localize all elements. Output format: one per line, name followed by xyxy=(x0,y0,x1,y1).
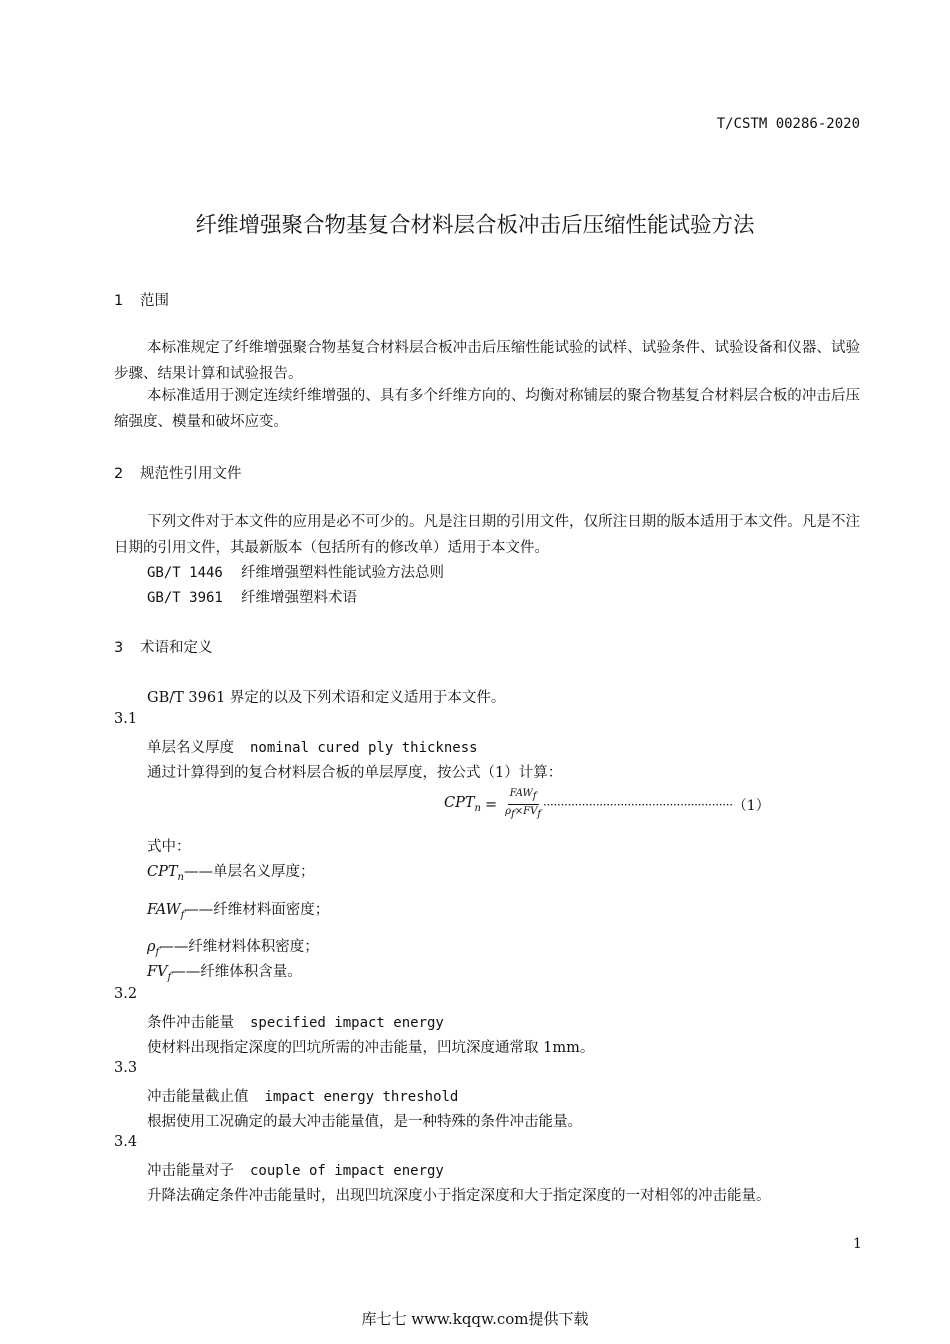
document-title: 纤维增强聚合物基复合材料层合板冲击后压缩性能试验方法 xyxy=(195,213,755,238)
section-3-title: 术语和定义 xyxy=(140,640,213,656)
formula-number: （1） xyxy=(732,797,770,814)
where-label: 式中： xyxy=(147,839,191,855)
section-1-number: 1 xyxy=(114,293,124,309)
term-english: specified impact energy xyxy=(250,1015,444,1031)
symbol-dash: —— xyxy=(171,964,201,980)
formula-lhs: $CPT_n$ xyxy=(444,795,481,814)
formula-fraction xyxy=(503,788,543,821)
symbol-definition xyxy=(147,960,302,983)
symbol: $FAW_f$ xyxy=(147,902,185,921)
term-heading xyxy=(147,736,478,757)
symbol-dash: —— xyxy=(184,902,214,918)
section-1-heading xyxy=(114,289,169,310)
symbol: $FV_f$ xyxy=(147,964,172,983)
symbol-description: 单层名义厚度； xyxy=(212,864,315,880)
term-definition: 使材料出现指定深度的凹坑所需的冲击能量，凹坑深度通常取 1mm。 xyxy=(147,1040,595,1056)
term-number: 3.3 xyxy=(114,1060,138,1076)
term-heading xyxy=(147,1085,458,1106)
symbol-description: 纤维材料体积密度； xyxy=(188,939,319,955)
section-1-paragraph-1-text: 本标准规定了纤维增强聚合物基复合材料层合板冲击后压缩性能试验的试样、试验条件、试验设备和仪器、试验步骤、结果计算和试验报告。 xyxy=(114,340,860,382)
term-english: impact energy threshold xyxy=(264,1089,459,1105)
section-3-heading xyxy=(114,636,213,657)
section-2-title: 规范性引用文件 xyxy=(140,466,242,482)
reference-code: GB/T 1446 xyxy=(147,565,223,581)
term-chinese: 条件冲击能量 xyxy=(147,1015,234,1031)
symbol-definition xyxy=(147,898,329,921)
symbol: $CPT_n$ xyxy=(147,864,184,883)
formula-equals: = xyxy=(484,796,498,813)
term-definition: 通过计算得到的复合材料层合板的单层厚度，按公式（1）计算： xyxy=(147,765,563,781)
section-2-paragraph xyxy=(114,509,860,561)
term-number: 3.1 xyxy=(114,711,138,727)
section-1-paragraph-2 xyxy=(114,383,860,435)
reference-code: GB/T 3961 xyxy=(147,590,223,606)
section-2-heading xyxy=(114,462,242,483)
symbol-definition xyxy=(147,935,319,958)
symbol: $\rho_f$ xyxy=(147,939,160,958)
term-english: nominal cured ply thickness xyxy=(250,740,478,756)
section-2-paragraph-text: 下列文件对于本文件的应用是必不可少的。凡是注日期的引用文件，仅所注日期的版本适用于本文件。凡是不注日期的引用文件，其最新版本（包括所有的修改单）适用于本文件。 xyxy=(114,514,860,556)
term-number: 3.4 xyxy=(114,1134,138,1150)
reference-title: 纤维增强塑料性能试验方法总则 xyxy=(241,565,444,581)
page-number: 1 xyxy=(853,1236,862,1252)
formula-numerator: $FAW_f$ xyxy=(508,788,539,805)
symbol-description: 纤维体积含量。 xyxy=(200,964,302,980)
symbol-dash: —— xyxy=(183,864,213,880)
term-chinese: 冲击能量对子 xyxy=(147,1163,234,1179)
download-footer: 库七七 www.kqqw.com提供下载 xyxy=(361,1310,589,1328)
symbol-dash: —— xyxy=(159,939,189,955)
term-chinese: 单层名义厚度 xyxy=(147,740,234,756)
symbol-definition xyxy=(147,860,314,883)
standard-code: T/CSTM 00286-2020 xyxy=(716,116,860,132)
formula-denominator: $\rho_f\times FV_f$ xyxy=(505,806,541,820)
term-definition: 根据使用工况确定的最大冲击能量值，是一种特殊的条件冲击能量。 xyxy=(147,1114,582,1130)
section-3-number: 3 xyxy=(114,640,124,656)
section-1-paragraph-2-text: 本标准适用于测定连续纤维增强的、具有多个纤维方向的、均衡对称铺层的聚合物基复合材料层合板的冲击后压缩强度、模量和破坏应变。 xyxy=(114,388,860,430)
term-chinese: 冲击能量截止值 xyxy=(147,1089,249,1105)
formula-1 xyxy=(444,788,770,821)
formula-leader-dots: ······················································ xyxy=(543,797,733,812)
term-number: 3.2 xyxy=(114,986,138,1002)
section-1-title: 范围 xyxy=(140,293,169,309)
symbol-description: 纤维材料面密度； xyxy=(213,902,330,918)
section-1-paragraph-1 xyxy=(114,335,860,387)
section-2-number: 2 xyxy=(114,466,124,482)
reference-title: 纤维增强塑料术语 xyxy=(241,590,357,606)
term-english: couple of impact energy xyxy=(250,1163,444,1179)
term-definition: 升降法确定条件冲击能量时，出现凹坑深度小于指定深度和大于指定深度的一对相邻的冲击能量。 xyxy=(147,1188,771,1204)
term-heading xyxy=(147,1011,444,1032)
section-3-intro: GB/T 3961 界定的以及下列术语和定义适用于本文件。 xyxy=(147,690,506,706)
normative-reference xyxy=(147,586,357,607)
term-heading xyxy=(147,1159,444,1180)
normative-reference xyxy=(147,561,444,582)
